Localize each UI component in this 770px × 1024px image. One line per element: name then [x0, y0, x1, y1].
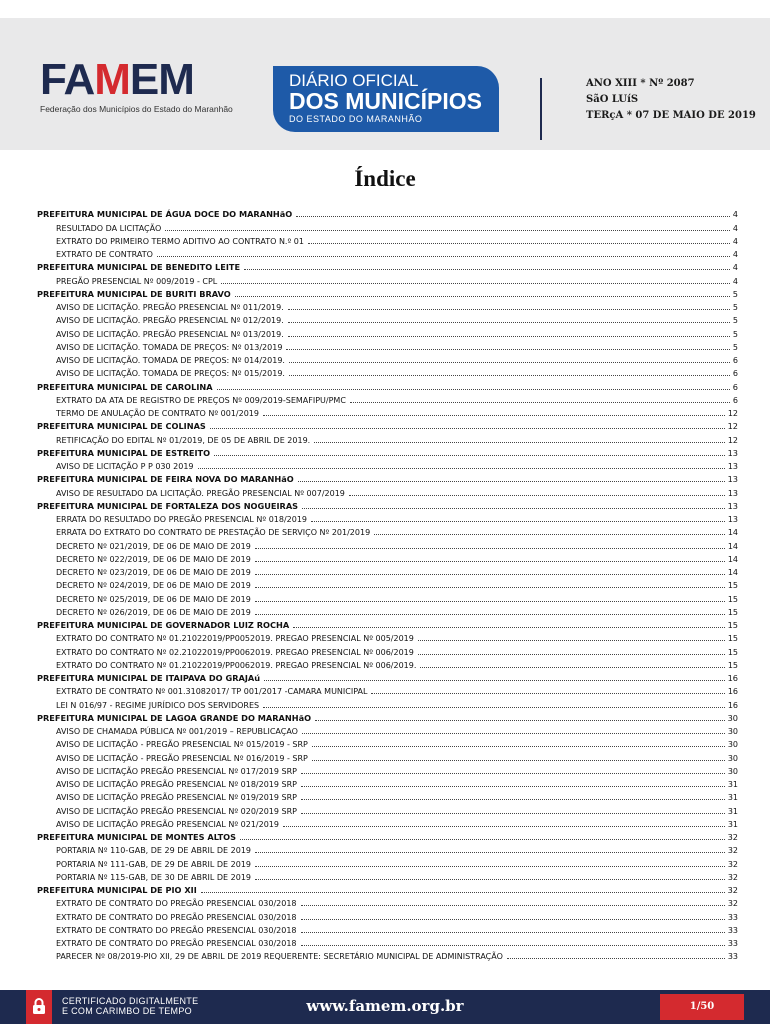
toc-dot-leader [312, 745, 725, 747]
toc-item-entry[interactable] [37, 657, 738, 670]
toc-entry-title: EXTRATO DE CONTRATO DO PREGÃO PRESENCIAL 030/2018 [56, 925, 297, 935]
toc-entry-title: ERRATA DO RESULTADO DO PREGÃO PRESENCIAL Nº 018/2019 [56, 515, 308, 524]
toc-dot-leader [507, 957, 725, 959]
toc-page-number: 5 [732, 288, 738, 299]
toc-page-number: 5 [732, 329, 738, 339]
toc-dot-leader [302, 507, 725, 509]
toc-page-number: 13 [727, 515, 738, 524]
toc-entry-title: EXTRATO DE CONTRATO [56, 250, 153, 259]
toc-entry-title: PREFEITURA MUNICIPAL DE MONTES ALTOS [37, 832, 237, 842]
toc-dot-leader [420, 666, 724, 668]
toc-page-number: 30 [727, 740, 738, 750]
toc-page-number: 32 [727, 859, 738, 869]
toc-entry-title: DECRETO Nº 025/2019, DE 06 DE MAIO DE 2019 [56, 594, 251, 604]
toc-dot-leader [289, 374, 730, 376]
toc-entry-title: AVISO DE LICITAÇÃO P P 030 2019 [56, 462, 194, 471]
toc-page-number: 12 [727, 421, 738, 432]
toc-entry-title: LEI N 016/97 - REGIME JURÍDICO DOS SERVIDORES [56, 700, 260, 710]
toc-item-entry[interactable] [37, 405, 738, 418]
toc-dot-leader [289, 361, 730, 363]
toc-page-number: 32 [727, 832, 738, 842]
toc-dot-leader [255, 560, 725, 562]
toc-item-entry[interactable] [37, 842, 738, 855]
toc-dot-leader [264, 679, 725, 681]
toc-entry-title: AVISO DE LICITAÇÃO. PREGÃO PRESENCIAL Nº 011/2019. [56, 303, 284, 312]
toc-section-entry[interactable] [37, 829, 738, 842]
toc-item-entry[interactable] [37, 233, 738, 246]
toc-page-number: 14 [727, 528, 738, 538]
toc-item-entry[interactable] [37, 643, 738, 656]
toc-dot-leader [301, 931, 725, 933]
toc-page-number: 13 [727, 474, 738, 485]
toc-entry-title: AVISO DE LICITAÇÃO. PREGÃO PRESENCIAL Nº 013/2019. [56, 329, 284, 339]
toc-item-entry[interactable] [37, 630, 738, 643]
toc-page-number: 31 [727, 793, 738, 803]
toc-item-entry[interactable] [37, 895, 738, 908]
toc-dot-leader [255, 851, 725, 853]
toc-dot-leader [255, 600, 725, 602]
toc-page-number: 33 [727, 939, 738, 948]
toc-page-number: 14 [727, 568, 738, 577]
toc-page-number: 5 [732, 303, 738, 312]
toc-dot-leader [221, 282, 730, 284]
toc-item-entry[interactable] [37, 869, 738, 882]
toc-page-number: 15 [727, 647, 738, 657]
toc-page-number: 13 [727, 447, 738, 458]
toc-dot-leader [315, 719, 725, 721]
toc-dot-leader [374, 533, 725, 535]
toc-page-number: 5 [732, 342, 738, 352]
toc-section-entry[interactable] [37, 445, 738, 458]
toc-entry-title: PREGÃO PRESENCIAL Nº 009/2019 - CPL [56, 276, 218, 286]
toc-entry-title: AVISO DE LICITAÇÃO PREGÃO PRESENCIAL Nº 021/2019 [56, 819, 279, 829]
toc-entry-title: DECRETO Nº 024/2019, DE 06 DE MAIO DE 2019 [56, 581, 251, 591]
toc-dot-leader [255, 573, 725, 575]
toc-page-number: 14 [727, 554, 738, 564]
toc-page-number: 32 [727, 872, 738, 882]
toc-entry-title: EXTRATO DO CONTRATO Nº 01.21022019/PP0062019. PREGAO PRESENCIAL Nº 006/2019. [56, 660, 417, 670]
toc-item-entry[interactable] [37, 723, 738, 736]
toc-item-entry[interactable] [37, 431, 738, 444]
toc-entry-title: PORTARIA Nº 115-GAB, DE 30 DE ABRIL DE 2019 [56, 872, 251, 882]
toc-page-number: 33 [727, 952, 738, 962]
toc-entry-title: EXTRATO DE CONTRATO Nº 001.31082017/ TP 001/2017 -CAMARA MUNICIPAL [56, 687, 368, 697]
toc-item-entry[interactable] [37, 312, 738, 325]
toc-section-entry[interactable] [37, 259, 738, 272]
toc-entry-title: ERRATA DO EXTRATO DO CONTRATO DE PRESTAÇÃO DE SERVIÇO Nº 201/2019 [56, 528, 371, 538]
website-link[interactable]: www.famem.org.br [306, 997, 464, 1015]
toc-item-entry[interactable] [37, 564, 738, 577]
toc-page-number: 4 [732, 209, 738, 220]
toc-dot-leader [235, 295, 730, 297]
toc-dot-leader [263, 414, 725, 416]
toc-entry-title: AVISO DE LICITAÇÃO PREGÃO PRESENCIAL Nº 019/2019 SRP [56, 793, 297, 803]
toc-section-entry[interactable] [37, 206, 738, 219]
toc-page-number: 13 [727, 500, 738, 511]
page-number: 1/50 [660, 994, 744, 1020]
toc-dot-leader [288, 308, 730, 310]
logo-part-em: EM [129, 55, 194, 104]
toc-page-number: 31 [727, 780, 738, 789]
toc-page-number: 33 [727, 925, 738, 935]
toc-entry-title: PREFEITURA MUNICIPAL DE COLINAS [37, 421, 206, 432]
toc-section-entry[interactable] [37, 710, 738, 723]
toc-item-entry[interactable] [37, 272, 738, 285]
toc-entry-title: DECRETO Nº 026/2019, DE 06 DE MAIO DE 2019 [56, 607, 251, 617]
toc-dot-leader [255, 613, 725, 615]
toc-dot-leader [418, 639, 725, 641]
toc-page-number: 15 [727, 581, 738, 591]
toc-entry-title: PREFEITURA MUNICIPAL DE ESTREITO [37, 447, 211, 458]
toc-entry-title: PREFEITURA MUNICIPAL DE ITAIPAVA DO GRAJAú [37, 673, 261, 683]
banner-line-1: DIÁRIO OFICIAL [289, 71, 419, 90]
toc-item-entry[interactable] [37, 802, 738, 815]
toc-item-entry[interactable] [37, 763, 738, 776]
toc-page-number: 30 [727, 712, 738, 723]
toc-entry-title: PREFEITURA MUNICIPAL DE CAROLINA [37, 381, 213, 392]
toc-section-entry[interactable] [37, 498, 738, 511]
toc-page-number: 30 [727, 766, 738, 776]
toc-dot-leader [286, 348, 729, 350]
toc-page-number: 15 [727, 607, 738, 617]
toc-dot-leader [301, 798, 725, 800]
toc-page-number: 4 [732, 276, 738, 286]
toc-item-entry[interactable] [37, 855, 738, 868]
toc-entry-title: AVISO DE CHAMADA PÚBLICA Nº 001/2019 – REPUBLICAÇAO [56, 727, 298, 736]
toc-page-number: 4 [732, 250, 738, 259]
logo-subtitle: Federação dos Municípios do Estado do Maranhão [40, 104, 233, 114]
logo-wordmark [40, 55, 233, 104]
toc-item-entry[interactable] [37, 935, 738, 948]
certificate-line-1: CERTIFICADO DIGITALMENTE [62, 996, 199, 1006]
toc-dot-leader [198, 467, 725, 469]
toc-dot-leader [255, 865, 725, 867]
toc-entry-title: AVISO DE LICITAÇÃO. TOMADA DE PREÇOS: Nº 014/2019. [56, 356, 285, 365]
toc-page-number: 32 [727, 846, 738, 856]
toc-dot-leader [283, 825, 725, 827]
famem-logo [40, 55, 233, 114]
table-of-contents [37, 206, 738, 961]
toc-dot-leader [349, 494, 725, 496]
toc-dot-leader [210, 427, 725, 429]
toc-page-number: 32 [727, 885, 738, 895]
toc-dot-leader [418, 653, 725, 655]
toc-dot-leader [308, 242, 730, 244]
toc-page-number: 30 [727, 727, 738, 736]
toc-dot-leader [255, 547, 725, 549]
page-title: Índice [354, 166, 416, 191]
toc-page-number: 6 [732, 381, 738, 392]
toc-entry-title: PREFEITURA MUNICIPAL DE FORTALEZA DOS NOGUEIRAS [37, 500, 299, 511]
toc-dot-leader [255, 878, 725, 880]
toc-item-entry[interactable] [37, 352, 738, 365]
toc-item-entry[interactable] [37, 789, 738, 802]
toc-item-entry[interactable] [37, 484, 738, 497]
toc-entry-title: DECRETO Nº 023/2019, DE 06 DE MAIO DE 2019 [56, 568, 251, 577]
toc-dot-leader [298, 480, 725, 482]
toc-page-number: 6 [732, 356, 738, 365]
toc-entry-title: AVISO DE LICITAÇÃO. TOMADA DE PREÇOS: Nº 013/2019 [56, 342, 283, 352]
toc-entry-title: AVISO DE LICITAÇÃO. TOMADA DE PREÇOS: Nº 015/2019. [56, 369, 285, 379]
toc-page-number: 4 [732, 262, 738, 273]
toc-item-entry[interactable] [37, 511, 738, 524]
toc-item-entry[interactable] [37, 246, 738, 259]
logo-part-fa: FA [40, 55, 95, 104]
certificate-line-2: E COM CARIMBO DE TEMPO [62, 1006, 192, 1016]
toc-item-entry[interactable] [37, 590, 738, 603]
toc-page-number: 31 [727, 806, 738, 816]
toc-dot-leader [311, 520, 725, 522]
toc-entry-title: PREFEITURA MUNICIPAL DE BENEDITO LEITE [37, 262, 241, 273]
toc-item-entry[interactable] [37, 816, 738, 829]
toc-entry-title: EXTRATO DE CONTRATO DO PREGÃO PRESENCIAL 030/2018 [56, 912, 297, 922]
toc-item-entry[interactable] [37, 299, 738, 312]
toc-entry-title: AVISO DE LICITAÇÃO - PREGÃO PRESENCIAL Nº 016/2019 - SRP [56, 753, 308, 763]
toc-page-number: 30 [727, 753, 738, 763]
page-header [0, 18, 770, 150]
toc-item-entry[interactable] [37, 577, 738, 590]
toc-item-entry[interactable] [37, 325, 738, 338]
toc-entry-title: PARECER Nº 08/2019-PIO XII, 29 DE ABRIL DE 2019 REQUERENTE: SECRETÁRIO MUNICIPAL DE ADMINISTRAÇÃO [56, 952, 503, 962]
toc-dot-leader [157, 255, 730, 257]
toc-entry-title: RETIFICAÇÃO DO EDITAL Nº 01/2019, DE 05 DE ABRIL DE 2019. [56, 435, 311, 445]
toc-dot-leader [217, 388, 730, 390]
toc-dot-leader [293, 626, 724, 628]
toc-dot-leader [301, 785, 725, 787]
toc-dot-leader [301, 944, 725, 946]
toc-item-entry[interactable] [37, 908, 738, 921]
toc-entry-title: PREFEITURA MUNICIPAL DE FEIRA NOVA DO MARANHãO [37, 474, 294, 485]
toc-entry-title: DECRETO Nº 022/2019, DE 06 DE MAIO DE 2019 [56, 554, 251, 564]
toc-entry-title: EXTRATO DE CONTRATO DO PREGÃO PRESENCIAL 030/2018 [56, 899, 297, 909]
toc-page-number: 13 [727, 462, 738, 471]
toc-item-entry[interactable] [37, 776, 738, 789]
toc-entry-title: AVISO DE LICITAÇÃO PREGÃO PRESENCIAL Nº 017/2019 SRP [56, 766, 297, 776]
toc-dot-leader [255, 586, 725, 588]
toc-dot-leader [371, 692, 724, 694]
toc-dot-leader [301, 918, 725, 920]
toc-entry-title: AVISO DE LICITAÇÃO. PREGÃO PRESENCIAL Nº 012/2019. [56, 316, 284, 326]
toc-item-entry[interactable] [37, 683, 738, 696]
toc-item-entry[interactable] [37, 749, 738, 762]
toc-entry-title: AVISO DE LICITAÇÃO PREGÃO PRESENCIAL Nº 020/2019 SRP [56, 806, 297, 816]
toc-item-entry[interactable] [37, 339, 738, 352]
toc-section-entry[interactable] [37, 418, 738, 431]
toc-entry-title: EXTRATO DO CONTRATO Nº 02.21022019/PP0062019. PREGAO PRESENCIAL Nº 006/2019 [56, 647, 414, 657]
toc-entry-title: PREFEITURA MUNICIPAL DE BURITI BRAVO [37, 288, 231, 299]
toc-entry-title: EXTRATO DA ATA DE REGISTRO DE PREÇOS Nº 009/2019-SEMAFIPU/PMC [56, 395, 346, 405]
toc-entry-title: AVISO DE RESULTADO DA LICITAÇÃO. PREGÃO PRESENCIAL Nº 007/2019 [56, 488, 345, 498]
toc-entry-title: RESULTADO DA LICITAÇÃO [56, 223, 162, 233]
logo-part-m: M [94, 55, 130, 104]
toc-page-number: 12 [727, 409, 738, 418]
edition-number: ANO XIII * Nº 2087 [586, 78, 695, 89]
toc-page-number: 5 [732, 316, 738, 326]
toc-item-entry[interactable] [37, 736, 738, 749]
toc-page-number: 15 [727, 660, 738, 670]
toc-page-number: 16 [727, 687, 738, 697]
toc-entry-title: PREFEITURA MUNICIPAL DE PIO XII [37, 885, 197, 895]
toc-page-number: 16 [727, 673, 738, 683]
toc-dot-leader [301, 772, 725, 774]
toc-page-number: 15 [727, 594, 738, 604]
toc-entry-title: AVISO DE LICITAÇÃO - PREGÃO PRESENCIAL Nº 015/2019 - SRP [56, 740, 308, 750]
toc-section-entry[interactable] [37, 286, 738, 299]
toc-page-number: 14 [727, 541, 738, 551]
toc-page-number: 6 [732, 369, 738, 379]
toc-page-number: 6 [732, 395, 738, 405]
toc-page-number: 13 [727, 488, 738, 498]
diario-oficial-banner [273, 66, 499, 132]
toc-section-entry[interactable] [37, 617, 738, 630]
toc-item-entry[interactable] [37, 392, 738, 405]
edition-date: TERçA * 07 DE MAIO DE 2019 [586, 110, 756, 121]
toc-item-entry[interactable] [37, 537, 738, 550]
toc-dot-leader [288, 335, 730, 337]
toc-section-entry[interactable] [37, 378, 738, 391]
toc-entry-title: PREFEITURA MUNICIPAL DE LAGOA GRANDE DO MARANHãO [37, 712, 312, 723]
edition-city: SãO LUíS [586, 94, 639, 105]
toc-page-number: 15 [727, 620, 738, 630]
toc-dot-leader [301, 812, 725, 814]
toc-dot-leader [214, 454, 725, 456]
toc-dot-leader [296, 215, 730, 217]
header-divider [540, 78, 542, 140]
toc-entry-title: TERMO DE ANULAÇÃO DE CONTRATO Nº 001/2019 [56, 409, 259, 418]
toc-dot-leader [314, 441, 725, 443]
toc-dot-leader [165, 229, 730, 231]
toc-page-number: 4 [732, 236, 738, 246]
toc-page-number: 32 [727, 899, 738, 909]
edition-info [586, 76, 756, 124]
banner-line-3: DO ESTADO DO MARANHÃO [289, 114, 423, 124]
toc-dot-leader [312, 759, 725, 761]
toc-page-number: 31 [727, 819, 738, 829]
toc-page-number: 33 [727, 912, 738, 922]
toc-page-number: 12 [727, 435, 738, 445]
toc-item-entry[interactable] [37, 524, 738, 537]
toc-section-entry[interactable] [37, 670, 738, 683]
toc-item-entry[interactable] [37, 922, 738, 935]
toc-page-number: 15 [727, 634, 738, 644]
toc-page-number: 4 [732, 223, 738, 233]
toc-item-entry[interactable] [37, 604, 738, 617]
toc-section-entry[interactable] [37, 882, 738, 895]
toc-dot-leader [240, 838, 725, 840]
banner-line-2: DOS MUNICÍPIOS [289, 88, 482, 114]
toc-item-entry[interactable] [37, 551, 738, 564]
toc-entry-title: EXTRATO DE CONTRATO DO PREGÃO PRESENCIAL 030/2018 [56, 939, 297, 948]
toc-entry-title: PREFEITURA MUNICIPAL DE GOVERNADOR LUIZ ROCHA [37, 620, 290, 630]
toc-entry-title: DECRETO Nº 021/2019, DE 06 DE MAIO DE 2019 [56, 541, 251, 551]
toc-dot-leader [350, 401, 730, 403]
toc-entry-title: EXTRATO DO CONTRATO Nº 01.21022019/PP0052019. PREGAO PRESENCIAL Nº 005/2019 [56, 634, 414, 644]
toc-dot-leader [301, 904, 725, 906]
toc-item-entry[interactable] [37, 365, 738, 378]
toc-item-entry[interactable] [37, 219, 738, 232]
toc-page-number: 16 [727, 700, 738, 710]
toc-entry-title: PORTARIA Nº 110-GAB, DE 29 DE ABRIL DE 2019 [56, 846, 251, 856]
toc-section-entry[interactable] [37, 471, 738, 484]
toc-item-entry[interactable] [37, 696, 738, 709]
toc-item-entry[interactable] [37, 458, 738, 471]
toc-entry-title: PORTARIA Nº 111-GAB, DE 29 DE ABRIL DE 2019 [56, 859, 251, 869]
toc-entry-title: PREFEITURA MUNICIPAL DE ÁGUA DOCE DO MARANHãO [37, 209, 293, 220]
toc-dot-leader [263, 706, 725, 708]
toc-dot-leader [244, 268, 730, 270]
toc-dot-leader [288, 321, 730, 323]
toc-dot-leader [302, 732, 725, 734]
toc-entry-title: AVISO DE LICITAÇÃO PREGÃO PRESENCIAL Nº 018/2019 SRP [56, 780, 297, 789]
page-footer [0, 990, 770, 1024]
toc-item-entry[interactable] [37, 948, 738, 961]
toc-entry-title: EXTRATO DO PRIMEIRO TERMO ADITIVO AO CONTRATO N.º 01 [56, 236, 304, 246]
toc-dot-leader [201, 891, 725, 893]
